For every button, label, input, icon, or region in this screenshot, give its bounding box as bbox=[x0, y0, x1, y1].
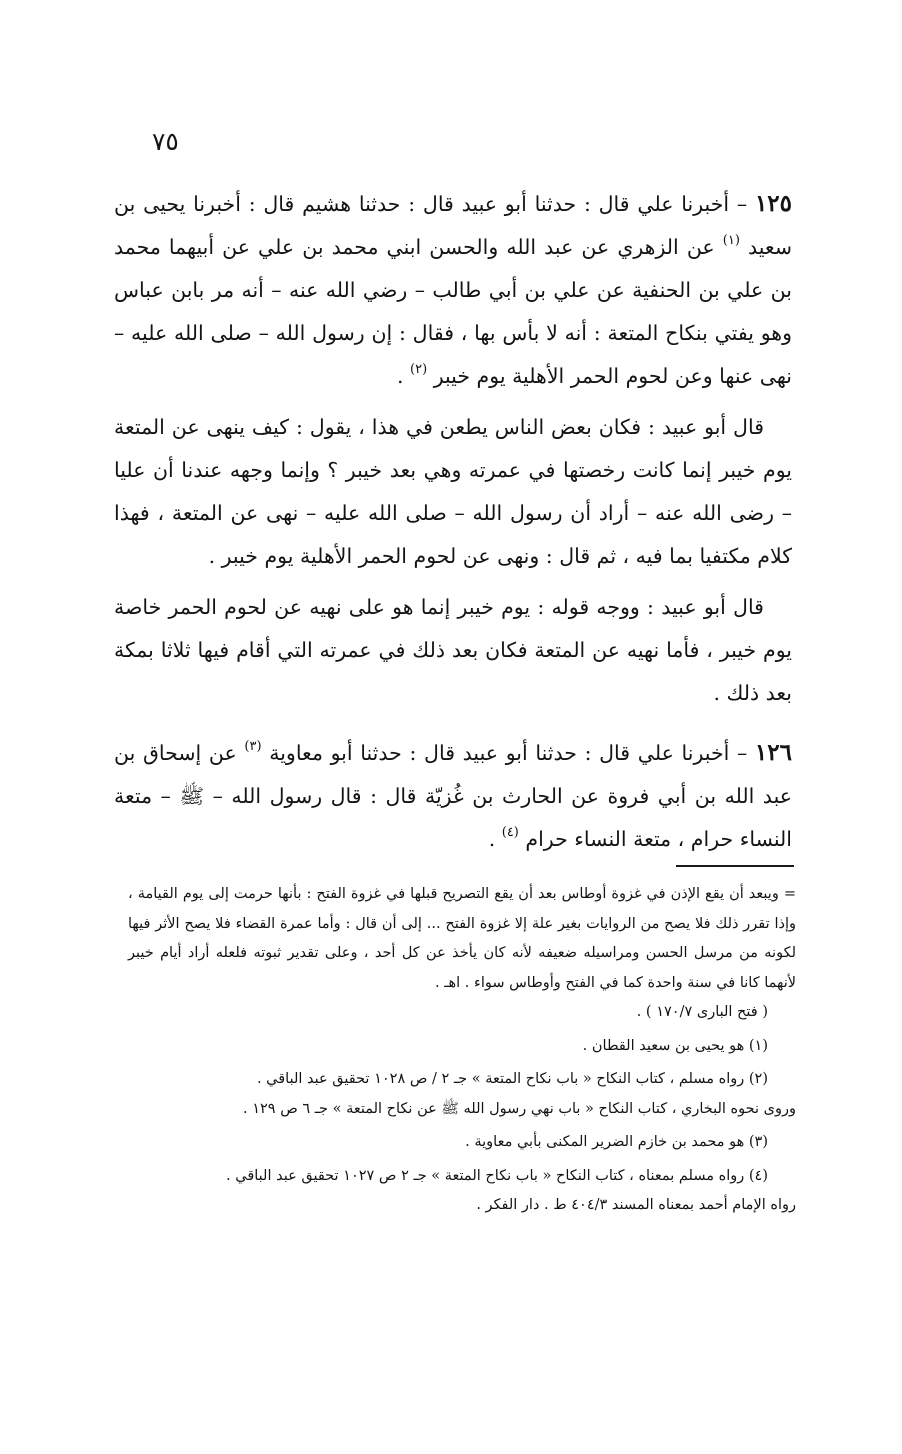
hadith-125 bbox=[114, 182, 792, 398]
main-text bbox=[114, 182, 792, 869]
footnote-ref-4: (٤) bbox=[501, 825, 519, 840]
hadith-126-end: . bbox=[488, 827, 502, 851]
commentary-paragraph-2: قال أبو عبيد : ووجه قوله : يوم خيبر إنما هو على نهيه عن لحوم الحمر خاصة يوم خيبر ، فأما نهيه عن المتعة فكان بعد ذلك في عمرته التي أقام فيها ثلاثا بمكة بعد ذلك . bbox=[114, 595, 792, 705]
footnote-ref-3: (٣) bbox=[244, 739, 262, 754]
footnote-ref-2: (٢) bbox=[410, 362, 428, 377]
hadith-number-125: ١٢٥ bbox=[754, 190, 792, 217]
footnote-separator bbox=[676, 865, 794, 867]
footnote-continuation: = ويبعد أن يقع الإذن في غزوة أوطاس بعد أن يقع التصريح قبلها في غزوة الفتح : بأنها حرمت إلى يوم القيامة ، وإذا تقرر ذلك فلا يصح من الروايات بغير علة إلا غزوة الفتح ... إلى أن قال : وأما عمرة القضاء فلا يصح الأثر فيها لكونه من مرسل الحسن ومراسيله ضعيفه لأنه كان يأخذ عن كل أحد ، وعلى تقدير ثبوته فلعله أراد أيام خيبر لأنهما كانا في سنة واحدة كما في الفتح وأوطاس سواء . اهـ . bbox=[128, 886, 796, 991]
footnote-1: (١) هو يحيى بن سعيد القطان . bbox=[582, 1037, 768, 1054]
hadith-126-text-a: – أخبرنا علي قال : حدثنا أبو عبيد قال : حدثنا أبو معاوية bbox=[269, 741, 755, 765]
footnote-2-continued: وروى نحوه البخاري ، كتاب النكاح « باب نهي رسول الله ﷺ عن نكاح المتعة » جـ ٦ ص ١٢٩ . bbox=[243, 1100, 796, 1117]
hadith-125-text-b: عن الزهري عن عبد الله والحسن ابني محمد بن علي عن أبيهما محمد بن علي بن الحنفية عن علي بن أبي طالب – رضي الله عنه – أنه مر بابن عباس وهو يفتي بنكاح المتعة : أنه لا بأس بها ، فقال : إن رسول الله – صلى الله عليه – نهى عنها وعن لحوم الحمر الأهلية يوم خيبر bbox=[114, 235, 792, 388]
footnote-2: (٢) رواه مسلم ، كتاب النكاح « باب نكاح المتعة » جـ ٢ / ص ١٠٢٨ تحقيق عبد الباقي . bbox=[256, 1071, 768, 1087]
hadith-126 bbox=[114, 731, 792, 861]
footnotes bbox=[128, 880, 796, 1221]
footnote-4-continued: رواه الإمام أحمد بمعناه المسند ٤٠٤/٣ ط . دار الفكر . bbox=[476, 1197, 796, 1213]
footnote-3: (٣) هو محمد بن خازم الضرير المكنى بأبي معاوية . bbox=[465, 1134, 768, 1150]
page-number: ٧٥ bbox=[152, 127, 179, 156]
footnote-continuation-source: ( فتح البارى ١٧٠/٧ ) . bbox=[636, 1004, 768, 1020]
footnote-ref-1: (١) bbox=[722, 233, 740, 248]
hadith-126-text-b: عن إسحاق بن عبد الله بن أبي فروة عن الحارث بن غُزيّة قال : قال رسول الله – ﷺ – متعة النساء حرام ، متعة النساء حرام bbox=[114, 741, 792, 851]
hadith-number-126: ١٢٦ bbox=[754, 739, 792, 766]
commentary-paragraph-1: قال أبو عبيد : فكان بعض الناس يطعن في هذا ، يقول : كيف ينهى عن المتعة يوم خيبر إنما كانت رخصتها في عمرته وهي بعد خيبر ؟ وإنما وجهه عندنا أن عليا – رضى الله عنه – أراد أن رسول الله – صلى الله عليه – نهى عن المتعة ، فهذا كلام مكتفيا بما فيه ، ثم قال : ونهى عن لحوم الحمر الأهلية يوم خيبر . bbox=[114, 415, 792, 568]
hadith-125-end: . bbox=[396, 364, 411, 388]
footnote-4: (٤) رواه مسلم بمعناه ، كتاب النكاح « باب نكاح المتعة » جـ ٢ ص ١٠٢٧ تحقيق عبد الباقي . bbox=[226, 1167, 768, 1184]
hadith-125-text-a: – أخبرنا علي قال : حدثنا أبو عبيد قال : حدثنا هشيم قال : أخبرنا يحيى بن سعيد bbox=[114, 192, 792, 259]
